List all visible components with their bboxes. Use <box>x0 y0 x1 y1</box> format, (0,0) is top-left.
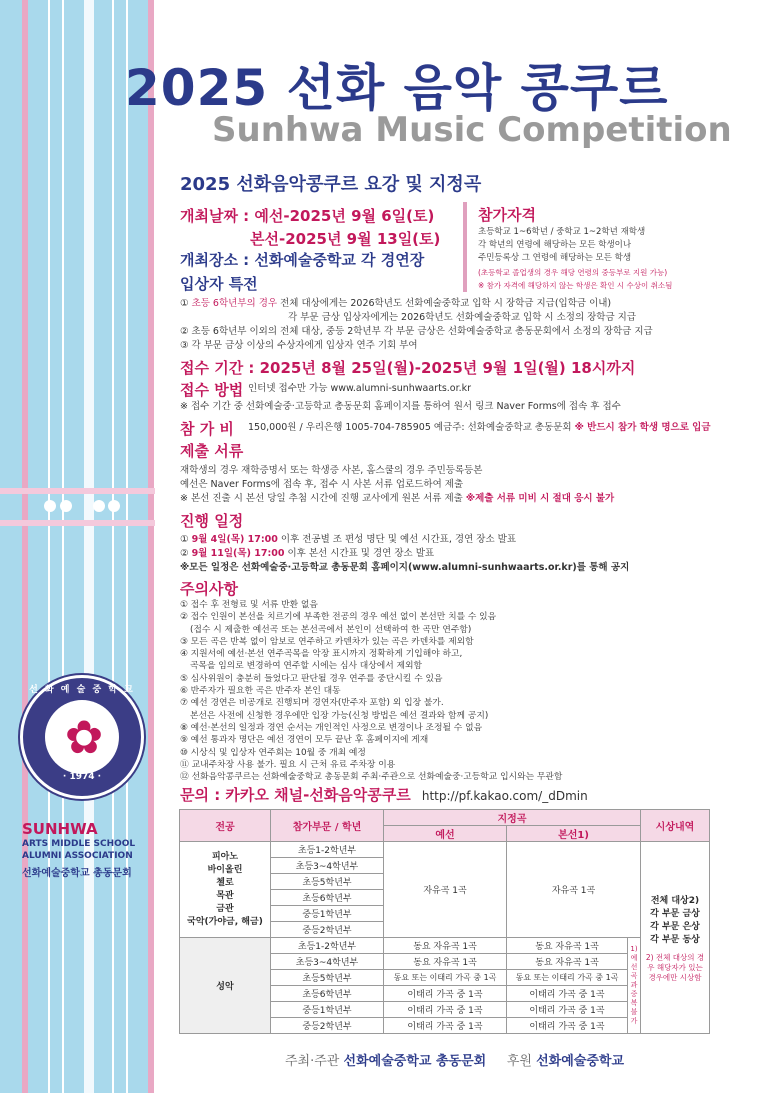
caution-item: ⑨ 예선 통과자 명단은 예선 경연이 모두 끝난 후 홈페이지에 게재 <box>180 735 429 746</box>
fee-account: 150,000원 / 우리은행 1005-704-785905 예금주: 선화예술중학교 총동문회 <box>248 422 572 433</box>
decor-bar <box>0 520 155 526</box>
documents-line: 예선은 Naver Forms에 접속 후, 접수 시 사본 서류 업로드하여 제출 <box>180 479 464 490</box>
vocal-final: 동요 자유곡 1곡 <box>507 954 628 970</box>
documents-line <box>180 491 614 506</box>
section-heading: 2025 선화음악콩쿠르 요강 및 지정곡 <box>180 174 482 195</box>
progress-text: 이후 본선 시간표 및 경연 장소 발표 <box>284 548 435 559</box>
th-prelim: 예선 <box>384 826 507 842</box>
vocal-prelim: 이태리 가곡 중 1곡 <box>384 986 507 1002</box>
division-cell: 초등1-2학년부 <box>271 938 384 954</box>
decor-strip <box>94 0 148 1093</box>
fee-label: 참 가 비 <box>180 420 234 438</box>
decor-dot <box>44 500 56 512</box>
documents-title: 제출 서류 <box>180 442 244 460</box>
instr-major: 목관 <box>216 890 234 901</box>
th-major: 전공 <box>180 810 271 842</box>
th-awards: 시상내역 <box>641 810 710 842</box>
decor-strip <box>148 0 154 1093</box>
decor-line <box>62 0 64 1093</box>
instr-major-cell <box>180 842 271 938</box>
progress-title: 진행 일정 <box>180 512 244 530</box>
award-line: 각 부문 금상 <box>650 908 700 919</box>
fee-text <box>248 420 711 435</box>
instr-major: 첼로 <box>216 877 234 888</box>
reception-period: 접수 기간 : 2025년 8월 25일(월)-2025년 9월 1일(월) 18시까지 <box>180 359 636 377</box>
divider <box>463 202 467 292</box>
awards-cell <box>641 842 710 1034</box>
caution-item: 곡목을 임의로 변경하여 연주할 시에는 심사 대상에서 제외함 <box>190 661 423 672</box>
association-line: ARTS MIDDLE SCHOOL <box>22 839 136 849</box>
progress-item <box>180 546 434 561</box>
division-cell: 초등5학년부 <box>271 874 384 890</box>
award-line: 각 부문 은상 <box>650 921 700 932</box>
award-item: ③ 각 부문 금상 이상의 수상자에게 입상자 연주 기회 부여 <box>180 340 418 351</box>
inquiry <box>180 784 588 805</box>
division-cell: 중등2학년부 <box>271 922 384 938</box>
caution-item: ⑪ 교내주차장 사용 불가. 필요 시 근처 유료 주차장 이용 <box>180 759 396 770</box>
caution-item: ⑤ 심사위원이 충분히 들었다고 판단될 경우 연주를 중단시킬 수 있음 <box>180 673 443 684</box>
division-cell: 초등3~4학년부 <box>271 858 384 874</box>
progress-num: ② <box>180 548 189 559</box>
instr-prelim: 자유곡 1곡 <box>384 842 507 938</box>
eligibility-line: 주민등록상 그 연령에 해당하는 모든 학생 <box>478 253 632 263</box>
decor-bar <box>0 488 155 494</box>
caution-item: ① 접수 후 전형료 및 서류 반환 없음 <box>180 600 318 610</box>
eligibility-note: (초등학교 졸업생의 경우 해당 연령의 중등부로 지원 가능) <box>478 268 668 277</box>
award-item: ② 초등 6학년부 이외의 전체 대상, 중등 2학년부 각 부문 금상은 선화예술중학교 총동문회에서 소정의 장학금 지급 <box>180 326 653 337</box>
progress-date: 9월 11일(목) 17:00 <box>191 548 285 559</box>
instr-major: 금관 <box>216 903 234 914</box>
association-kor: 선화예술중학교 총동문회 <box>22 868 132 879</box>
award-line: 전체 대상2) <box>650 895 700 906</box>
inquiry-label: 문의 : 카카오 채널-선화음악콩쿠르 <box>180 786 411 804</box>
association-line: ALUMNI ASSOCIATION <box>22 851 133 861</box>
footer-sponsor-label: 후원 <box>506 1054 532 1069</box>
page-subtitle: Sunhwa Music Competition <box>212 110 732 150</box>
award-item: 각 부문 금상 입상자에게는 2026학년도 선화예술중학교 입학 시 소정의 장학금 지급 <box>288 312 637 323</box>
decor-line <box>112 0 114 1093</box>
caution-item: ⑧ 예선·본선의 일정과 경연 순서는 개인적인 사정으로 변경이나 조정될 수 없음 <box>180 722 483 733</box>
division-cell: 중등1학년부 <box>271 1002 384 1018</box>
caution-item: (접수 시 제출한 예선곡 또는 본선곡에서 본인이 선택하여 한 곡만 연주함) <box>190 624 472 635</box>
date-final: 본선-2025년 9월 13일(토) <box>250 230 441 248</box>
division-cell: 초등1-2학년부 <box>271 842 384 858</box>
caution-item: ④ 지원서에 예선·본선 연주곡목을 악장 표시까지 정확하게 기입해야 하고, <box>180 649 463 660</box>
school-seal <box>20 675 144 799</box>
page-title: 2025 선화 음악 콩쿠르 <box>125 59 669 117</box>
decor-strip <box>0 0 22 1093</box>
vocal-prelim: 동요 자유곡 1곡 <box>384 938 507 954</box>
award-note: 2) 전체 대상의 경우 해당자가 있는 경우에만 시상함 <box>645 952 705 982</box>
caution-item: ⑥ 반주자가 필요한 곡은 반주자 본인 대동 <box>180 686 341 697</box>
reception-method-text: 인터넷 접수만 가능 www.alumni-sunhwaarts.or.kr <box>248 383 472 394</box>
progress-text: 이후 전공별 조 편성 명단 및 예선 시간표, 경연 장소 발표 <box>277 534 516 545</box>
documents-note: ※제출 서류 미비 시 절대 응시 불가 <box>465 493 615 504</box>
division-cell: 초등5학년부 <box>271 970 384 986</box>
award-line: 각 부문 동상 <box>650 934 700 945</box>
decor-line <box>48 0 50 1093</box>
award-num: ① <box>180 298 189 309</box>
vocal-final: 이태리 가곡 중 1곡 <box>507 986 628 1002</box>
caution-item: ② 접수 인원이 본선을 치르기에 부족한 전공의 경우 예선 없이 본선만 치를 수 있음 <box>180 612 497 623</box>
caution-item: ③ 모든 곡은 반복 없이 암보로 연주하고 카덴차가 있는 곡은 카덴차를 제외함 <box>180 636 474 647</box>
venue: 개최장소 : 선화예술중학교 각 경연장 <box>180 251 425 269</box>
association-name: SUNHWA <box>22 820 98 838</box>
vocal-prelim: 동요 또는 이태리 가곡 중 1곡 <box>384 970 507 986</box>
vocal-final: 이태리 가곡 중 1곡 <box>507 1018 628 1034</box>
vocal-note: 1) 예선곡과 중복 불가 <box>628 938 641 1034</box>
caution-item: ⑩ 시상식 및 입상자 연주회는 10월 중 개최 예정 <box>180 747 366 758</box>
vocal-final: 동요 자유곡 1곡 <box>507 938 628 954</box>
th-division: 참가부문 / 학년 <box>271 810 384 842</box>
awards-title: 입상자 특전 <box>180 275 258 293</box>
caution-item: 본선은 사전에 신청한 경우에만 입장 가능(신청 방법은 예선 결과와 함께 공지) <box>190 710 489 721</box>
documents-text: ※ 본선 진출 시 본선 당일 추첨 시간에 진행 교사에게 원본 서류 제출 <box>180 493 463 504</box>
progress-date: 9월 4일(목) 17:00 <box>191 534 278 545</box>
eligibility-title: 참가자격 <box>478 206 536 224</box>
footer-host-label: 주최·주관 <box>285 1054 340 1069</box>
reception-method-label: 접수 방법 <box>180 381 244 399</box>
flower-icon: ✿ <box>64 710 104 764</box>
decor-dot <box>108 500 120 512</box>
date-prelim: 개최날짜 : 예선-2025년 9월 6일(토) <box>180 207 435 225</box>
instr-major: 국악(가야금, 해금) <box>187 916 263 927</box>
cautions-list <box>180 599 562 783</box>
vocal-final: 동요 또는 이태리 가곡 중 1곡 <box>507 970 628 986</box>
division-cell: 초등6학년부 <box>271 986 384 1002</box>
cautions-title: 주의사항 <box>180 580 238 598</box>
award-item <box>180 296 611 311</box>
instr-major: 피아노 <box>211 851 239 862</box>
instr-final: 자유곡 1곡 <box>507 842 641 938</box>
vocal-prelim: 동요 자유곡 1곡 <box>384 954 507 970</box>
progress-note: ※모든 일정은 선화예술중·고등학교 총동문회 홈페이지(www.alumni-sunhwaarts.or.kr)를 통해 공지 <box>180 562 630 573</box>
division-cell: 초등6학년부 <box>271 890 384 906</box>
division-cell: 중등1학년부 <box>271 906 384 922</box>
seal-ring-text: 선 화 예 술 중 학 교 <box>29 685 135 695</box>
division-cell: 초등3~4학년부 <box>271 954 384 970</box>
progress-num: ① <box>180 534 189 545</box>
decor-strip <box>28 0 84 1093</box>
eligibility-line: 각 학년의 연령에 해당하는 모든 학생이나 <box>478 240 632 250</box>
award-text: 전체 대상에게는 2026학년도 선화예술중학교 입학 시 장학금 지급(입학금 이내) <box>277 298 612 309</box>
caution-item: ⑫ 선화음악콩쿠르는 선화예술중학교 총동문회 주최·주관으로 선화예술중·고등학교 입시와는 무관함 <box>180 772 563 783</box>
vocal-major: 성악 <box>180 938 271 1034</box>
decor-strip <box>84 0 94 1093</box>
division-cell: 중등2학년부 <box>271 1018 384 1034</box>
decor-dot <box>60 500 72 512</box>
reception-note: ※ 접수 기간 중 선화예술중·고등학교 총동문회 홈페이지를 통하여 원서 링크 Naver Forms에 접속 후 접수 <box>180 401 621 412</box>
th-final: 본선1) <box>507 826 641 842</box>
pieces-table <box>179 809 710 1034</box>
progress-item <box>180 532 516 547</box>
documents-line: 재학생의 경우 재학증명서 또는 학생증 사본, 홈스쿨의 경우 주민등록등본 <box>180 465 483 476</box>
inquiry-url[interactable]: http://pf.kakao.com/_dDmin <box>421 789 588 803</box>
eligibility-line: 초등학교 1~6학년 / 중학교 1~2학년 재학생 <box>478 227 646 237</box>
footer-host: 선화예술중학교 총동문회 <box>343 1054 487 1069</box>
footer-sponsor: 선화예술중학교 <box>536 1054 625 1069</box>
decor-dot <box>93 500 105 512</box>
award-highlight: 초등 6학년부의 경우 <box>191 298 278 309</box>
vocal-final: 이태리 가곡 중 1곡 <box>507 1002 628 1018</box>
th-pieces: 지정곡 <box>384 810 641 826</box>
decor-line <box>126 0 128 1093</box>
instr-major: 바이올린 <box>207 864 243 875</box>
seal-year: · 1974 · <box>62 772 102 782</box>
association-logo <box>22 820 162 879</box>
fee-note: ※ 반드시 참가 학생 명으로 입금 <box>574 422 711 433</box>
vocal-prelim: 이태리 가곡 중 1곡 <box>384 1002 507 1018</box>
eligibility-note: ※ 참가 자격에 해당하지 않는 학생은 확인 시 수상이 취소됨 <box>478 281 673 290</box>
footer <box>285 1050 624 1069</box>
caution-item: ⑦ 예선 경연은 비공개로 진행되며 경연자(반주자 포함) 외 입장 불가. <box>180 698 444 709</box>
vocal-prelim: 이태리 가곡 중 1곡 <box>384 1018 507 1034</box>
